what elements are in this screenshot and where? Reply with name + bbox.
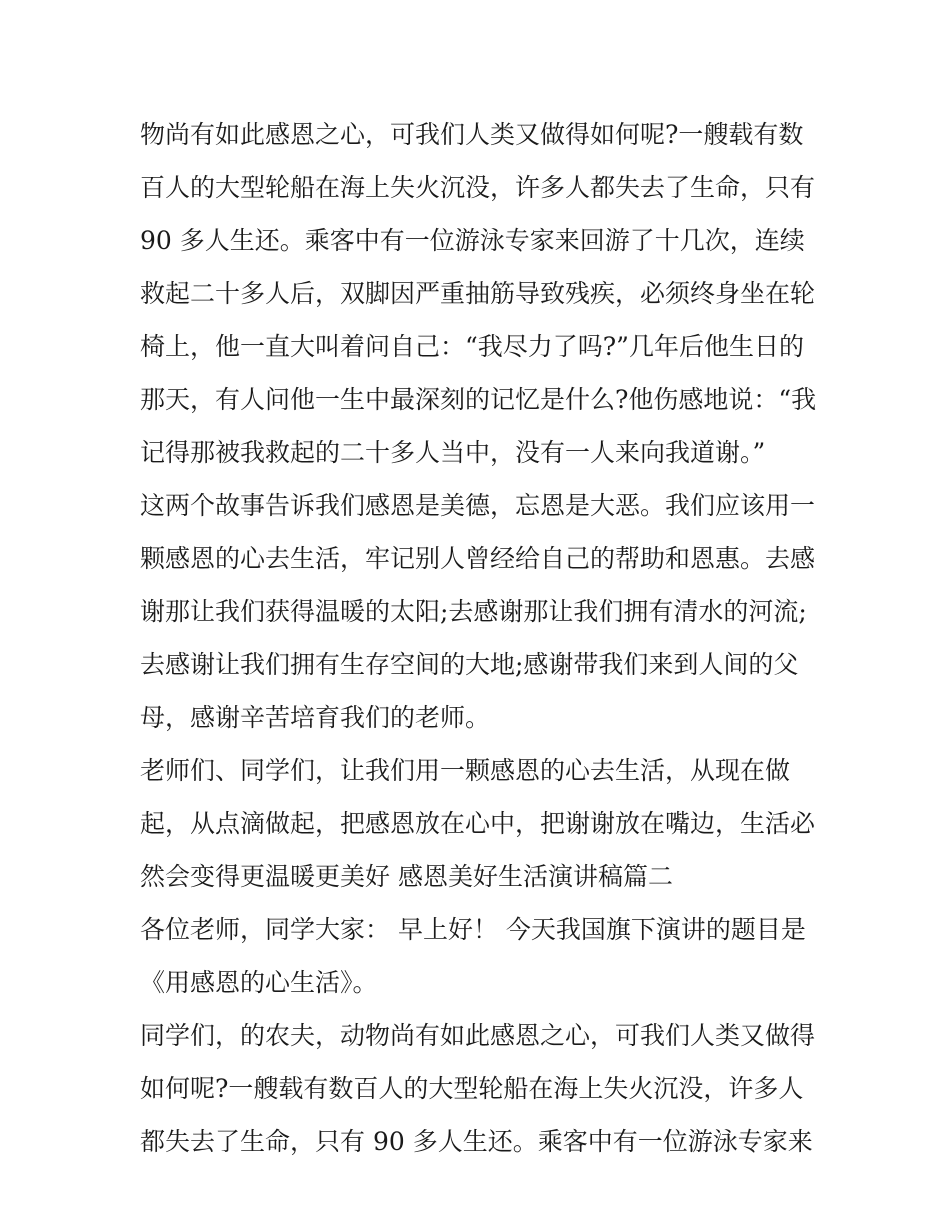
text-line: 物尚有如此感恩之心，可我们人类又做得如何呢?一艘载有数 (140, 120, 804, 149)
text-line: 那天，有人问他一生中最深刻的记忆是什么?他伤感地说：“我 (140, 385, 817, 414)
text-line: 如何呢?一艘载有数百人的大型轮船在海上失火沉没，许多人 (140, 1074, 804, 1103)
text-line: 各位老师，同学大家： 早上好！ 今天我国旗下演讲的题目是 (140, 915, 806, 944)
text-line: 《用感恩的心生活》。 (140, 968, 378, 997)
text-line: 颗感恩的心去生活，牢记别人曾经给自己的帮助和恩惠。去感 (140, 544, 816, 573)
text-line: 记得那被我救起的二十多人当中，没有一人来向我道谢。” (140, 438, 766, 467)
text-line: 老师们、同学们，让我们用一颗感恩的心去生活，从现在做 (140, 756, 791, 785)
text-line: 然会变得更温暖更美好 感恩美好生活演讲稿篇二 (140, 862, 673, 891)
text-line: 起，从点滴做起，把感恩放在心中，把谢谢放在嘴边，生活必 (140, 809, 816, 838)
text-line: 救起二十多人后，双脚因严重抽筋导致残疾，必须终身坐在轮 (140, 279, 816, 308)
text-line: 90 多人生还。乘客中有一位游泳专家来回游了十几次，连续 (140, 226, 805, 255)
text-line: 同学们，的农夫，动物尚有如此感恩之心，可我们人类又做得 (140, 1021, 816, 1050)
text-line: 谢那让我们获得温暖的太阳;去感谢那让我们拥有清水的河流; (140, 597, 807, 626)
text-line: 都失去了生命，只有 90 多人生还。乘客中有一位游泳专家来 (140, 1127, 813, 1156)
text-line: 母，感谢辛苦培育我们的老师。 (140, 703, 491, 732)
text-line: 这两个故事告诉我们感恩是美德，忘恩是大恶。我们应该用一 (140, 491, 816, 520)
text-line: 去感谢让我们拥有生存空间的大地;感谢带我们来到人间的父 (140, 650, 799, 679)
text-line: 椅上，他一直大叫着问自己：“我尽力了吗?”几年后他生日的 (140, 332, 804, 361)
text-line: 百人的大型轮船在海上失火沉没，许多人都失去了生命，只有 (140, 173, 816, 202)
document-body (140, 108, 820, 1168)
